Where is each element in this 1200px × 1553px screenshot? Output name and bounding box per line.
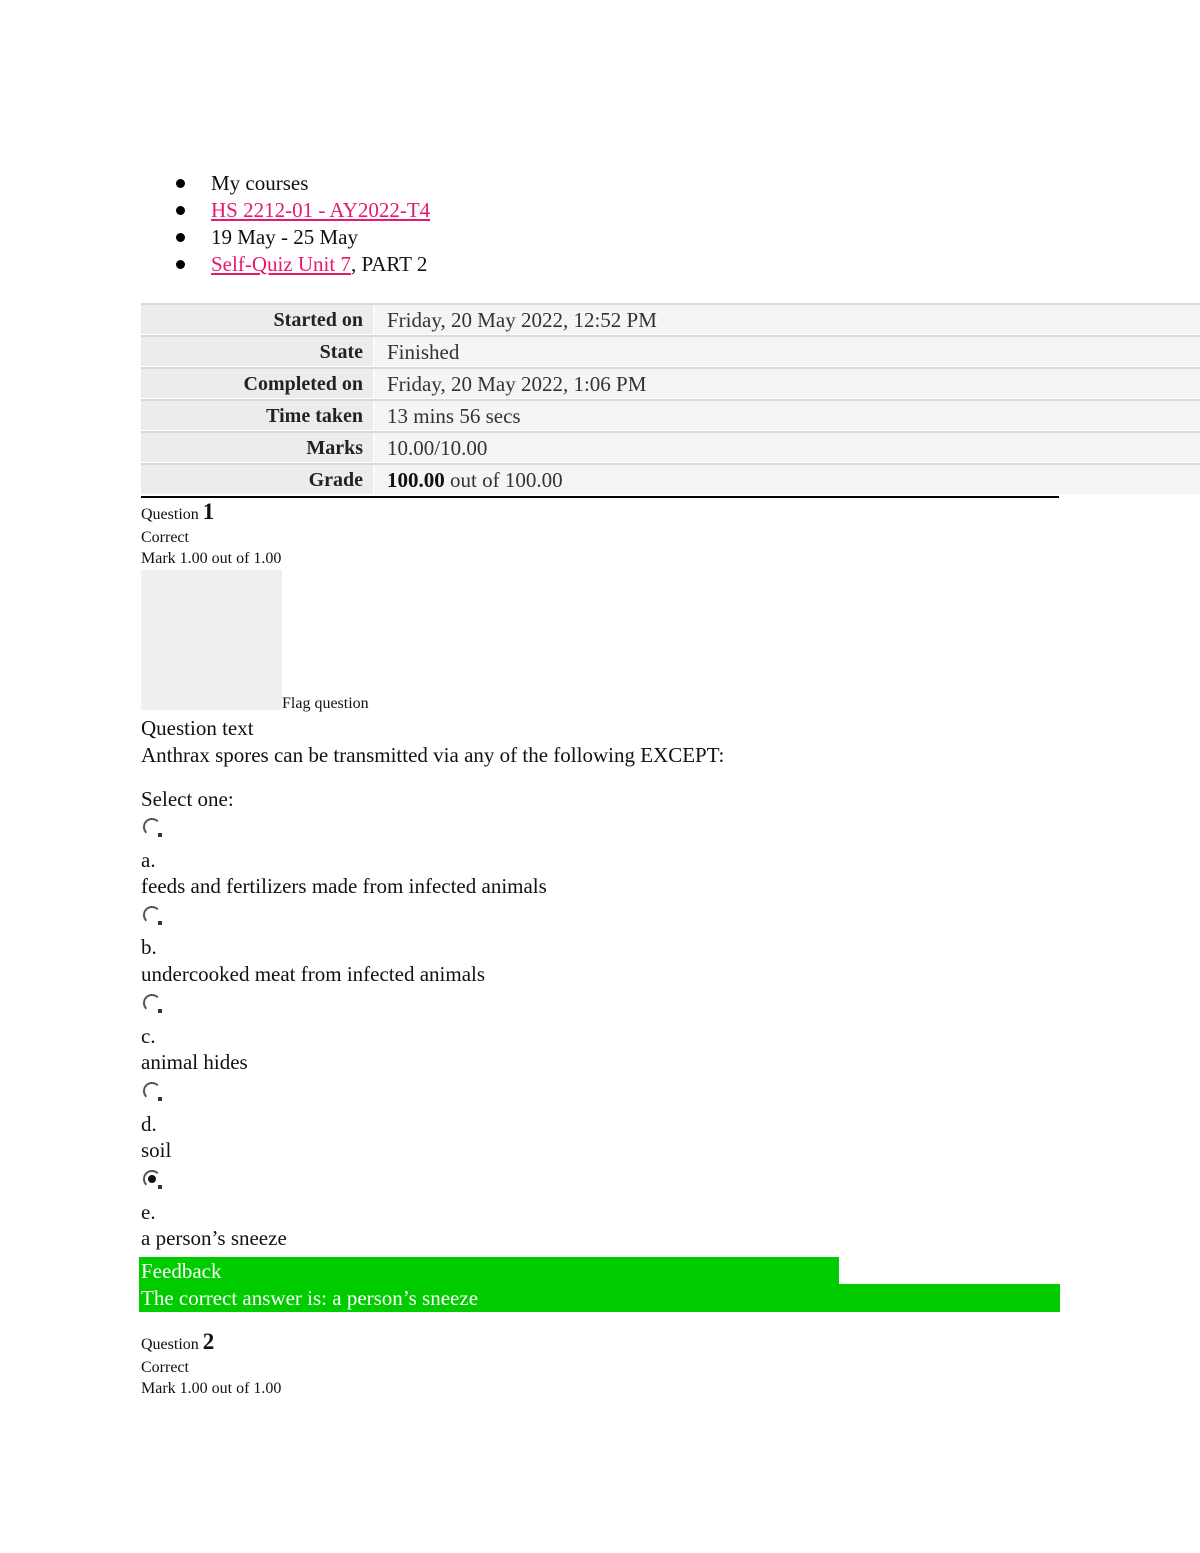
summary-row-marks: [141, 431, 1200, 462]
breadcrumb-item-quiz: [172, 251, 430, 278]
course-link[interactable]: HS 2212-01 - AY2022-T4: [211, 198, 431, 222]
bullet-icon: [176, 260, 185, 269]
divider: [141, 496, 1059, 498]
question-1-heading: [141, 501, 214, 525]
breadcrumb-item-course[interactable]: [172, 197, 430, 224]
summary-value: Friday, 20 May 2022, 1:06 PM: [373, 369, 1200, 398]
summary-value: 13 mins 56 secs: [373, 401, 1200, 430]
quiz-link[interactable]: Self-Quiz Unit 7: [211, 252, 351, 276]
option-d-letter: d.: [141, 1112, 157, 1136]
option-b-text: undercooked meat from infected animals: [141, 962, 486, 986]
question-text: Anthrax spores can be transmitted via any of the following EXCEPT:: [141, 743, 725, 767]
breadcrumb: [172, 170, 430, 278]
bullet-icon: [176, 233, 185, 242]
summary-key: Completed on: [141, 369, 373, 398]
feedback-text: The correct answer is: a person’s sneeze: [139, 1284, 1060, 1312]
option-c-text: animal hides: [141, 1050, 248, 1074]
bullet-icon: [176, 179, 185, 188]
radio-option-c[interactable]: [143, 994, 161, 1012]
option-e-text: a person’s sneeze: [141, 1226, 287, 1250]
summary-value: [373, 465, 1200, 494]
radio-option-b[interactable]: [143, 906, 161, 924]
option-a-text: feeds and fertilizers made from infected animals: [141, 874, 547, 898]
summary-row-time: [141, 399, 1200, 430]
bullet-icon: [176, 206, 185, 215]
summary-row-state: [141, 335, 1200, 366]
question-number: 2: [202, 1329, 215, 1354]
flag-icon[interactable]: [141, 570, 282, 710]
question-1-status: Correct: [141, 529, 189, 546]
question-2-mark: Mark 1.00 out of 1.00: [141, 1380, 282, 1397]
breadcrumb-item-week[interactable]: [172, 224, 430, 251]
breadcrumb-suffix: , PART 2: [350, 252, 428, 276]
radio-option-e[interactable]: [143, 1170, 161, 1188]
grade-total: out of 100.00: [444, 468, 563, 492]
option-e-letter: e.: [141, 1200, 156, 1224]
question-number: 1: [202, 499, 215, 524]
summary-row-completed: [141, 367, 1200, 398]
question-1-mark: Mark 1.00 out of 1.00: [141, 550, 282, 567]
flag-question-link[interactable]: Flag question: [282, 695, 369, 712]
question-text-label: Question text: [141, 716, 254, 740]
summary-row-grade: [141, 463, 1200, 494]
radio-option-d[interactable]: [143, 1082, 161, 1100]
breadcrumb-label: 19 May - 25 May: [211, 225, 358, 249]
question-label: Question: [141, 1336, 203, 1353]
option-c-letter: c.: [141, 1024, 156, 1048]
feedback-label: Feedback: [139, 1257, 839, 1284]
select-one-label: Select one:: [141, 787, 234, 811]
question-label: Question: [141, 506, 203, 523]
summary-key: Started on: [141, 305, 373, 334]
summary-value: Finished: [373, 337, 1200, 366]
option-a-letter: a.: [141, 848, 156, 872]
summary-key: Time taken: [141, 401, 373, 430]
breadcrumb-label: My courses: [211, 171, 309, 195]
summary-row-started: [141, 303, 1200, 334]
breadcrumb-item-my-courses[interactable]: [172, 170, 430, 197]
summary-key: Grade: [141, 465, 373, 494]
grade-score: 100.00: [387, 468, 445, 492]
radio-option-a[interactable]: [143, 818, 161, 836]
option-b-letter: b.: [141, 935, 157, 959]
question-2-status: Correct: [141, 1359, 189, 1376]
option-d-text: soil: [141, 1138, 172, 1162]
attempt-summary-table: [141, 303, 1200, 495]
summary-value: Friday, 20 May 2022, 12:52 PM: [373, 305, 1200, 334]
question-2-heading: [141, 1331, 214, 1355]
summary-key: State: [141, 337, 373, 366]
summary-key: Marks: [141, 433, 373, 462]
summary-value: 10.00/10.00: [373, 433, 1200, 462]
